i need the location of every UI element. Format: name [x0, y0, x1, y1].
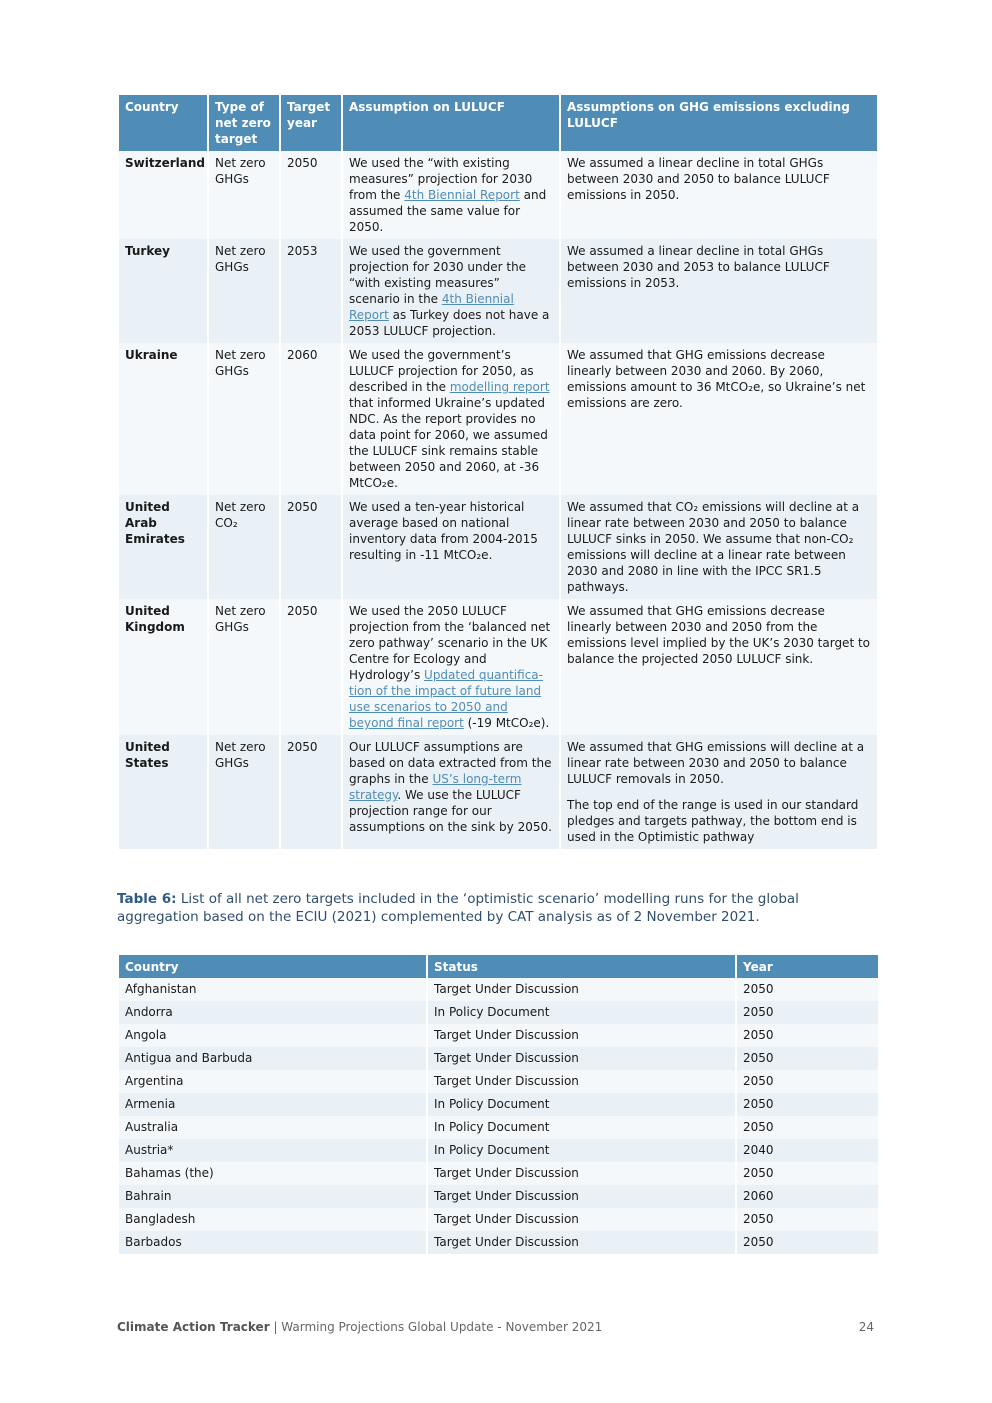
table-caption — [117, 890, 877, 926]
lulucf-cell — [343, 239, 559, 343]
lulucf-cell — [343, 599, 559, 735]
target-type-cell: Net zero GHGs — [209, 151, 279, 239]
status-cell: In Policy Document — [428, 1116, 735, 1139]
country-cell: Andorra — [119, 1001, 426, 1024]
reference-link[interactable]: 4th Biennial Report — [404, 188, 520, 202]
lulucf-cell — [343, 151, 559, 239]
ghg-cell — [561, 599, 877, 735]
target-type-cell: Net zero GHGs — [209, 239, 279, 343]
header-country: Country — [119, 955, 426, 978]
year-cell: 2050 — [737, 978, 878, 1001]
year-cell: 2050 — [737, 1093, 878, 1116]
table-row — [119, 735, 877, 849]
status-cell: Target Under Discussion — [428, 978, 735, 1001]
target-year-cell: 2053 — [281, 239, 341, 343]
table-row — [119, 1139, 878, 1162]
lulucf-text-end: that informed Ukraine’s updated NDC. As the report provides no data point for 2060, we assumed the LULUCF sink remains stable between 2050 and 2060, at -36 MtCO₂e. — [349, 396, 548, 490]
page-footer — [117, 1318, 874, 1336]
table-row — [119, 599, 877, 735]
lulucf-text: Our LULUCF assumptions are based on data extracted from the graphs in the — [349, 740, 552, 786]
target-type-cell: Net zero GHGs — [209, 343, 279, 495]
target-year-cell: 2050 — [281, 151, 341, 239]
lulucf-text-end: . We use the LULUCF projection range for our assumptions on the sink by 2050. — [349, 788, 552, 834]
ghg-paragraph: We assumed a linear decline in total GHGs between 2030 and 2053 to balance LULUCF emissions in 2053. — [567, 244, 830, 290]
footer-brand: Climate Action Tracker — [117, 1320, 270, 1334]
target-year-cell: 2050 — [281, 495, 341, 599]
country-cell: Afghanistan — [119, 978, 426, 1001]
status-cell: Target Under Discussion — [428, 1070, 735, 1093]
ghg-cell — [561, 239, 877, 343]
lulucf-text-end: as Turkey does not have a 2053 LULUCF projection. — [349, 308, 550, 338]
status-cell: In Policy Document — [428, 1001, 735, 1024]
target-year-cell: 2050 — [281, 599, 341, 735]
country-cell: Switzerland — [119, 151, 207, 239]
header-country: Country — [119, 95, 207, 151]
table-row — [119, 1162, 878, 1185]
lulucf-cell — [343, 495, 559, 599]
reference-link[interactable]: Updated quantifica- tion of the impact of future land use scenarios to 2050 and beyond final report — [349, 668, 543, 730]
country-cell: Australia — [119, 1116, 426, 1139]
header-type: Type of net zero target — [209, 95, 279, 151]
ghg-paragraph: We assumed that GHG emissions decrease linearly between 2030 and 2050 from the emissions level implied by the UK’s 2030 target to balance the projected 2050 LULUCF sink. — [567, 604, 871, 666]
year-cell: 2050 — [737, 1070, 878, 1093]
year-cell: 2050 — [737, 1208, 878, 1231]
status-cell: In Policy Document — [428, 1093, 735, 1116]
ghg-paragraph: We assumed that CO₂ emissions will decline at a linear rate between 2030 and 2050 to balance LULUCF sinks in 2050. We assume that non-CO₂ emissions will decline at a linear rate between 2030 and 2080 in line with the IPCC SR1.5 pathways. — [567, 500, 860, 594]
lulucf-cell — [343, 343, 559, 495]
lulucf-text: We used a ten-year historical average based on national inventory data from 2004-2015 resulting in -11 MtCO₂e. — [349, 500, 538, 562]
country-cell: Bahamas (the) — [119, 1162, 426, 1185]
country-cell: Ukraine — [119, 343, 207, 495]
reference-link[interactable]: modelling report — [449, 380, 550, 394]
country-cell: United States — [119, 735, 207, 849]
target-type-cell: Net zero GHGs — [209, 599, 279, 735]
country-cell: Bangladesh — [119, 1208, 426, 1231]
table-row — [119, 1231, 878, 1254]
ghg-cell — [561, 735, 877, 849]
target-year-cell: 2050 — [281, 735, 341, 849]
table-row — [119, 1024, 878, 1047]
table-row — [119, 495, 877, 599]
lulucf-text-end: and assumed the same value for 2050. — [349, 188, 547, 234]
year-cell: 2040 — [737, 1139, 878, 1162]
header-status: Status — [428, 955, 735, 978]
caption-text: List of all net zero targets included in the ‘optimistic scenario’ modelling runs for the global aggregation based on the ECIU (2021) complemented by CAT analysis as of 2 November 2021. — [117, 891, 799, 925]
page-number: 24 — [858, 1320, 874, 1334]
year-cell: 2050 — [737, 1001, 878, 1024]
country-cell: Armenia — [119, 1093, 426, 1116]
country-cell: Bahrain — [119, 1185, 426, 1208]
status-cell: Target Under Discussion — [428, 1047, 735, 1070]
lulucf-text: We used the “with existing measures” projection for 2030 from the — [349, 156, 533, 202]
target-type-cell: Net zero GHGs — [209, 735, 279, 849]
ghg-paragraph: The top end of the range is used in our standard pledges and targets pathway, the bottom end is used in the Optimistic pathway — [567, 798, 859, 844]
ghg-cell — [561, 495, 877, 599]
status-cell: Target Under Discussion — [428, 1231, 735, 1254]
status-cell: In Policy Document — [428, 1139, 735, 1162]
net-zero-targets-table — [117, 955, 880, 1254]
country-cell: Angola — [119, 1024, 426, 1047]
year-cell: 2050 — [737, 1024, 878, 1047]
table-row — [119, 1093, 878, 1116]
lulucf-text-end: (-19 MtCO₂e). — [463, 716, 550, 730]
status-cell: Target Under Discussion — [428, 1208, 735, 1231]
ghg-paragraph: We assumed that GHG emissions will decline at a linear rate between 2030 and 2050 to balance LULUCF removals in 2050. — [567, 740, 865, 786]
ghg-paragraph: We assumed a linear decline in total GHGs between 2030 and 2050 to balance LULUCF emissions in 2050. — [567, 156, 830, 202]
ghg-paragraph: We assumed that GHG emissions decrease linearly between 2030 and 2060. By 2060, emissions amount to 36 MtCO₂e, so Ukraine’s net emissions are zero. — [567, 348, 866, 410]
table-row — [119, 1208, 878, 1231]
status-cell: Target Under Discussion — [428, 1185, 735, 1208]
country-cell: Antigua and Barbuda — [119, 1047, 426, 1070]
table-header-row — [119, 95, 877, 151]
lulucf-text: We used the 2050 LULUCF projection from the ‘balanced net zero pathway’ scenario in the UK Centre for Ecology and Hydrology’s — [349, 604, 551, 682]
country-cell: United Kingdom — [119, 599, 207, 735]
year-cell: 2050 — [737, 1231, 878, 1254]
year-cell: 2050 — [737, 1116, 878, 1139]
caption-label: Table 6: — [117, 891, 177, 907]
ghg-cell — [561, 343, 877, 495]
country-cell: Argentina — [119, 1070, 426, 1093]
table-row — [119, 1070, 878, 1093]
target-type-cell: Net zero CO₂ — [209, 495, 279, 599]
country-cell: United Arab Emirates — [119, 495, 207, 599]
table-row — [119, 1116, 878, 1139]
table-row — [119, 1001, 878, 1024]
table-header-row — [119, 955, 878, 978]
year-cell: 2050 — [737, 1162, 878, 1185]
status-cell: Target Under Discussion — [428, 1162, 735, 1185]
ghg-cell — [561, 151, 877, 239]
footer-title: Warming Projections Global Update - November 2021 — [281, 1320, 603, 1334]
header-target-year: Target year — [281, 95, 341, 151]
reference-link[interactable]: US’s long-term strategy — [349, 772, 522, 802]
table-row — [119, 1047, 878, 1070]
header-lulucf: Assumption on LULUCF — [343, 95, 559, 151]
country-cell: Austria* — [119, 1139, 426, 1162]
table-row — [119, 1185, 878, 1208]
year-cell: 2050 — [737, 1047, 878, 1070]
country-cell: Turkey — [119, 239, 207, 343]
table-row — [119, 239, 877, 343]
lulucf-cell — [343, 735, 559, 849]
year-cell: 2060 — [737, 1185, 878, 1208]
footer-separator: | — [269, 1320, 282, 1334]
reference-link[interactable]: 4th Biennial Report — [349, 292, 514, 322]
country-cell: Barbados — [119, 1231, 426, 1254]
lulucf-assumptions-table — [117, 95, 879, 849]
header-ghg: Assumptions on GHG emissions excluding LULUCF — [561, 95, 877, 151]
table-row — [119, 978, 878, 1001]
table-row — [119, 151, 877, 239]
target-year-cell: 2060 — [281, 343, 341, 495]
header-year: Year — [737, 955, 878, 978]
lulucf-text: We used the government’s LULUCF projection for 2050, as described in the — [349, 348, 534, 394]
lulucf-text: We used the government projection for 2030 under the “with existing measures” scenario in the — [349, 244, 527, 306]
status-cell: Target Under Discussion — [428, 1024, 735, 1047]
table-row — [119, 343, 877, 495]
